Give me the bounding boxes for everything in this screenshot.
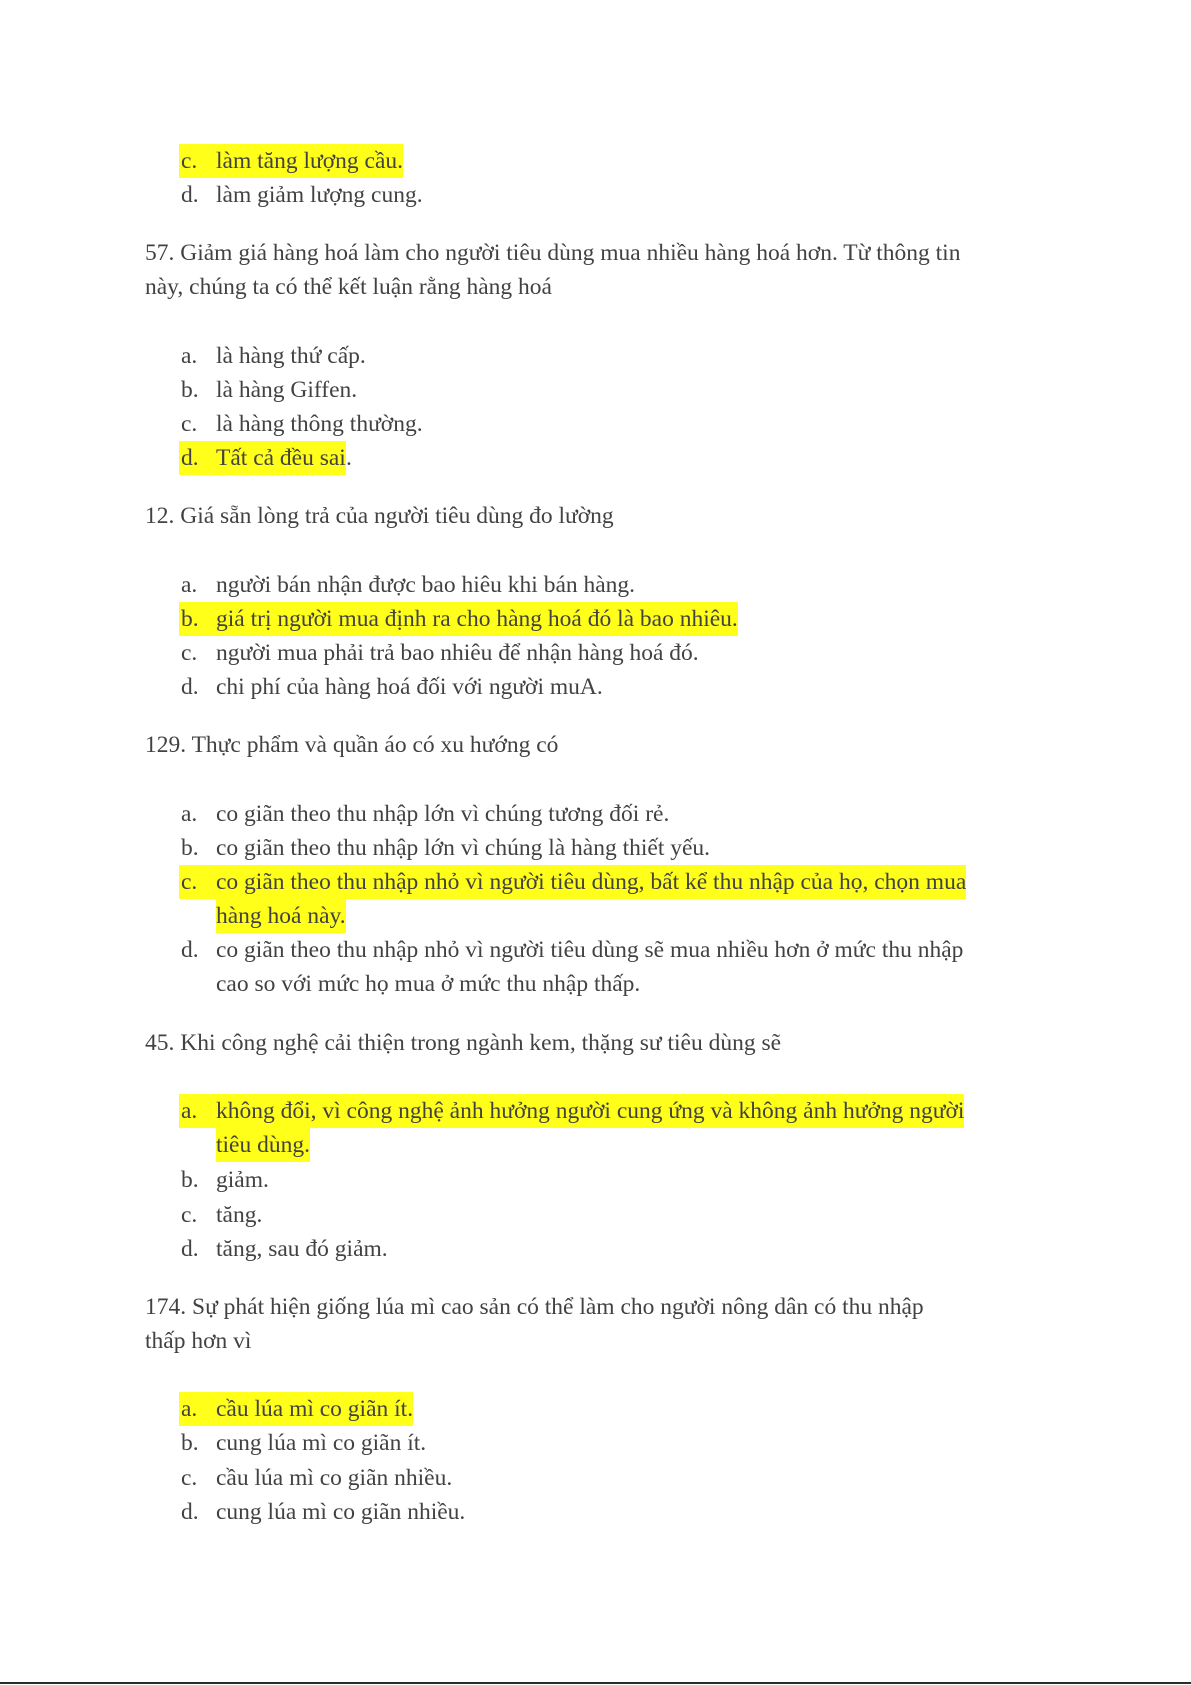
question-line: 57. Giảm giá hàng hoá làm cho người tiêu dùng mua nhiều hàng hoá hơn. Từ thông tin — [145, 240, 961, 266]
option-letter: c. — [181, 411, 198, 437]
option-text: cao so với mức họ mua ở mức thu nhập thấp. — [216, 971, 641, 997]
option-letter: a. — [181, 572, 198, 598]
option-text: là hàng thứ cấp. — [216, 343, 366, 369]
option-c-continued — [0, 899, 1191, 933]
option-d — [0, 441, 1191, 475]
option-text: người bán nhận được bao hiêu khi bán hàng. — [216, 572, 636, 598]
option-c — [0, 1461, 1191, 1495]
option-d — [0, 933, 1191, 967]
option-text: là hàng thông thường. — [216, 411, 423, 437]
option-letter: a. — [181, 343, 198, 369]
option-text: tiêu dùng. — [216, 1132, 310, 1158]
option-letter: c. — [181, 869, 198, 895]
option-text: không đổi, vì công nghệ ảnh hưởng người cung ứng và không ảnh hưởng người — [216, 1098, 965, 1124]
option-letter: b. — [181, 835, 199, 861]
option-letter: a. — [181, 1396, 198, 1422]
option-c — [0, 407, 1191, 441]
option-text: chi phí của hàng hoá đối với người muA. — [216, 674, 603, 700]
option-letter: a. — [181, 801, 198, 827]
option-b — [0, 1426, 1191, 1460]
question-line: 45. Khi công nghệ cải thiện trong ngành kem, thặng sư tiêu dùng sẽ — [145, 1030, 782, 1056]
option-b — [0, 831, 1191, 865]
option-text-tail: . — [346, 445, 352, 471]
option-letter: d. — [181, 937, 199, 963]
question-line: 129. Thực phẩm và quần áo có xu hướng có — [145, 732, 559, 758]
option-letter: b. — [181, 1167, 199, 1193]
page-bottom-edge — [0, 1682, 1191, 1684]
question-text — [0, 1324, 1191, 1358]
option-a — [0, 1094, 1191, 1128]
option-text: làm tăng lượng cầu. — [216, 148, 404, 174]
option-letter: a. — [181, 1098, 198, 1124]
option-highlight — [179, 865, 966, 899]
option-a — [0, 1392, 1191, 1426]
option-c — [0, 865, 1191, 899]
option-b — [0, 1163, 1191, 1197]
option-text: làm giảm lượng cung. — [216, 182, 423, 208]
option-letter: d. — [181, 1499, 199, 1525]
option-letter: d. — [181, 182, 199, 208]
option-text: tăng. — [216, 1202, 263, 1228]
option-highlight — [179, 602, 738, 636]
option-text: cung lúa mì co giãn ít. — [216, 1430, 427, 1456]
question-line: 174. Sự phát hiện giống lúa mì cao sản có thể làm cho người nông dân có thu nhập — [145, 1294, 924, 1320]
option-letter: b. — [181, 1430, 199, 1456]
option-text: người mua phải trả bao nhiêu để nhận hàng hoá đó. — [216, 640, 699, 666]
option-d — [0, 1232, 1191, 1266]
option-highlight — [179, 1392, 413, 1426]
option-text: Tất cả đều sai — [216, 445, 346, 471]
option-text: cung lúa mì co giãn nhiều. — [216, 1499, 466, 1525]
option-letter: c. — [181, 1465, 198, 1491]
option-letter: d. — [181, 1236, 199, 1262]
option-highlight — [216, 899, 346, 933]
option-c — [0, 1198, 1191, 1232]
option-letter: d. — [181, 674, 199, 700]
option-letter: d. — [181, 445, 199, 471]
option-c — [0, 636, 1191, 670]
option-a — [0, 339, 1191, 373]
option-a — [0, 797, 1191, 831]
option-text: co giãn theo thu nhập nhỏ vì người tiêu dùng sẽ mua nhiều hơn ở mức thu nhập — [216, 937, 964, 963]
option-highlight — [179, 441, 346, 475]
option-text: co giãn theo thu nhập lớn vì chúng là hàng thiết yếu. — [216, 835, 711, 861]
option-d — [0, 178, 1191, 212]
option-letter: b. — [181, 377, 199, 403]
option-d — [0, 1495, 1191, 1529]
question-line: này, chúng ta có thể kết luận rằng hàng hoá — [145, 274, 552, 300]
question-text — [0, 1026, 1191, 1060]
option-a — [0, 568, 1191, 602]
option-d-continued — [0, 967, 1191, 1001]
option-text: co giãn theo thu nhập lớn vì chúng tương đối rẻ. — [216, 801, 670, 827]
option-b — [0, 602, 1191, 636]
question-line: thấp hơn vì — [145, 1328, 252, 1354]
option-text: hàng hoá này. — [216, 903, 346, 929]
option-a-continued — [0, 1128, 1191, 1162]
option-text: tăng, sau đó giảm. — [216, 1236, 388, 1262]
option-d — [0, 670, 1191, 704]
option-highlight — [179, 1094, 964, 1128]
option-text: cầu lúa mì co giãn ít. — [216, 1396, 414, 1422]
option-letter: c. — [181, 640, 198, 666]
option-c — [0, 144, 1191, 178]
option-text: giảm. — [216, 1167, 269, 1193]
question-text — [0, 499, 1191, 533]
option-letter: c. — [181, 1202, 198, 1228]
question-text — [0, 728, 1191, 762]
option-text: là hàng Giffen. — [216, 377, 358, 403]
question-text — [0, 1290, 1191, 1324]
option-text: co giãn theo thu nhập nhỏ vì người tiêu dùng, bất kể thu nhập của họ, chọn mua — [216, 869, 967, 895]
option-text: giá trị người mua định ra cho hàng hoá đó là bao nhiêu. — [216, 606, 738, 632]
option-letter: c. — [181, 148, 198, 174]
question-text — [0, 236, 1191, 270]
option-letter: b. — [181, 606, 199, 632]
option-text: cầu lúa mì co giãn nhiều. — [216, 1465, 453, 1491]
option-b — [0, 373, 1191, 407]
option-highlight — [179, 144, 403, 178]
question-text — [0, 270, 1191, 304]
question-line: 12. Giá sẵn lòng trả của người tiêu dùng đo lường — [145, 503, 614, 529]
option-highlight — [216, 1128, 310, 1162]
